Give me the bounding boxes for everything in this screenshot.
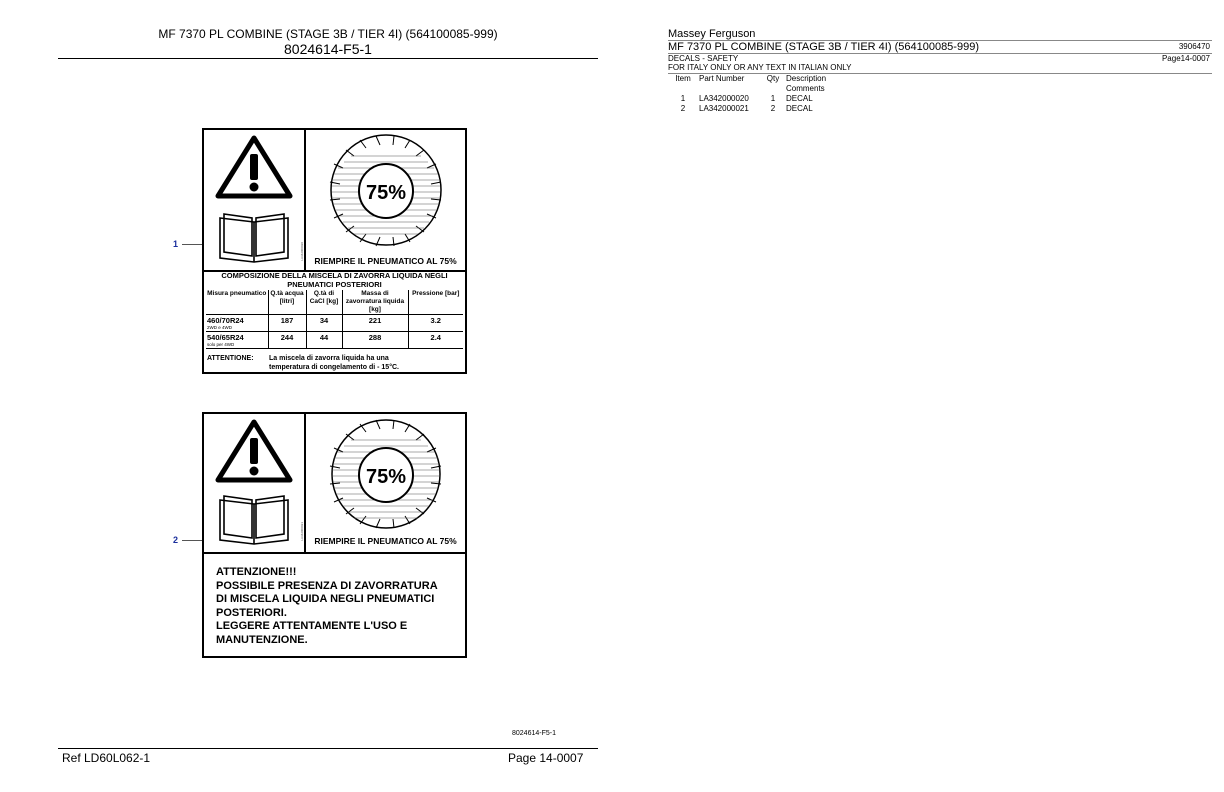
tire-percent: 75% <box>365 182 407 204</box>
callout-leader-2 <box>182 540 202 541</box>
cell-mass: 221 <box>342 315 408 332</box>
brand-name: Massey Ferguson <box>668 28 756 40</box>
col-mass: Massa di zavorratura liquida [kg] <box>342 290 408 315</box>
cell-water: 244 <box>268 332 306 349</box>
part-number[interactable]: LA342000020 <box>699 94 749 103</box>
warning-line: MANUTENZIONE. <box>216 633 308 646</box>
warning-triangle-icon <box>204 414 304 552</box>
footer-divider <box>58 748 598 749</box>
part-item: 2 <box>680 104 686 113</box>
section-title: DECALS - SAFETY <box>668 54 739 63</box>
warning-triangle-icon <box>204 130 304 270</box>
title-divider <box>58 58 598 59</box>
callout-leader-1 <box>182 244 202 245</box>
footer-illustration-code: 8024614-F5-1 <box>512 730 556 737</box>
col-pressure: Pressione [bar] <box>408 290 463 315</box>
cell-cacl: 34 <box>306 315 342 332</box>
cell-tire: 540/65R24 solo per 4WD <box>206 332 268 349</box>
col-cacl: Q.tà di CaCl [kg] <box>306 290 342 315</box>
freeze-note <box>207 354 465 372</box>
col-qty: Qty <box>766 74 780 83</box>
col-part-number: Part Number <box>699 74 745 83</box>
part-qty: 2 <box>770 104 776 113</box>
note-line1: La miscela di zavorra liquida ha una <box>269 355 389 362</box>
header-divider <box>668 53 1212 54</box>
tire-panel <box>306 414 465 554</box>
decal-side-code: LA342000021 <box>300 522 304 541</box>
note-line2: temperatura di congelamento di - 15°C. <box>269 364 399 371</box>
fill-instruction: RIEMPIRE IL PNEUMATICO AL 75% <box>314 256 457 266</box>
tire-icon <box>306 414 465 534</box>
decal-side-code: LA342000020 <box>300 242 304 261</box>
warning-line: ATTENZIONE!!! <box>216 566 297 578</box>
table-row <box>206 332 463 349</box>
tire-icon <box>306 130 465 254</box>
part-description: DECAL <box>786 104 813 113</box>
cell-water: 187 <box>268 315 306 332</box>
cell-tire: 460/70R24 2WD e 4WD <box>206 315 268 332</box>
col-item: Item <box>675 74 691 83</box>
col-water: Q.tà acqua [litri] <box>268 290 306 315</box>
cell-mass: 288 <box>342 332 408 349</box>
parts-header <box>668 74 904 84</box>
manual-book-icon <box>220 496 288 544</box>
cell-pressure: 3.2 <box>408 315 463 332</box>
manual-book-icon <box>220 214 288 262</box>
callout-2[interactable]: 2 <box>173 535 179 545</box>
parts-header-sub <box>668 84 904 94</box>
table-row[interactable] <box>668 94 904 104</box>
model-name: MF 7370 PL COMBINE (STAGE 3B / TIER 4I) (564100085-999) <box>668 41 979 53</box>
icons-panel <box>204 414 306 554</box>
illustration-code: 8024614-F5-1 <box>284 41 372 57</box>
warning-line: POSTERIORI. <box>216 606 287 619</box>
col-description: Description <box>786 74 827 83</box>
decal-2[interactable] <box>202 412 467 658</box>
composition-title-line2: PNEUMATICI POSTERIORI <box>287 280 382 289</box>
tire-percent: 75% <box>365 466 407 488</box>
warning-line: LEGGERE ATTENTAMENTE L'USO E <box>216 620 408 632</box>
cell-cacl: 44 <box>306 332 342 349</box>
composition-title-line1: COMPOSIZIONE DELLA MISCELA DI ZAVORRA LIQUIDA NEGLI <box>221 271 448 280</box>
decal-1[interactable] <box>202 128 467 374</box>
note-label: ATTENTIONE: <box>207 355 254 362</box>
reference-code: Ref LD60L062-1 <box>62 751 151 765</box>
part-number[interactable]: LA342000021 <box>699 104 749 113</box>
warning-line: DI MISCELA LIQUIDA NEGLI PNEUMATICI <box>216 593 435 605</box>
warning-line: POSSIBILE PRESENZA DI ZAVORRATURA <box>216 579 438 592</box>
illustration-title <box>58 27 598 57</box>
table-row[interactable] <box>668 104 904 114</box>
fill-instruction: RIEMPIRE IL PNEUMATICO AL 75% <box>314 536 457 546</box>
model-title: MF 7370 PL COMBINE (STAGE 3B / TIER 4I) (564100085-999) <box>158 27 498 41</box>
callout-1[interactable]: 1 <box>173 239 179 249</box>
model-number: 3906470 <box>1178 42 1210 51</box>
page-number: Page 14-0007 <box>508 751 584 765</box>
tire-panel <box>306 130 465 272</box>
table-row <box>206 315 463 332</box>
section-page-number: Page14-0007 <box>1161 54 1210 63</box>
icons-panel <box>204 130 306 272</box>
part-qty: 1 <box>770 94 776 103</box>
col-comments: Comments <box>786 84 825 93</box>
cell-pressure: 2.4 <box>408 332 463 349</box>
part-item: 1 <box>680 94 686 103</box>
parts-list <box>668 74 904 114</box>
warning-text <box>216 566 462 647</box>
decal-divider <box>204 552 465 554</box>
composition-title <box>204 271 465 289</box>
section-note: FOR ITALY ONLY OR ANY TEXT IN ITALIAN ONLY <box>668 63 852 72</box>
col-tire: Misura pneumatico <box>206 290 268 315</box>
part-description: DECAL <box>786 94 813 103</box>
ballast-table <box>206 290 463 349</box>
